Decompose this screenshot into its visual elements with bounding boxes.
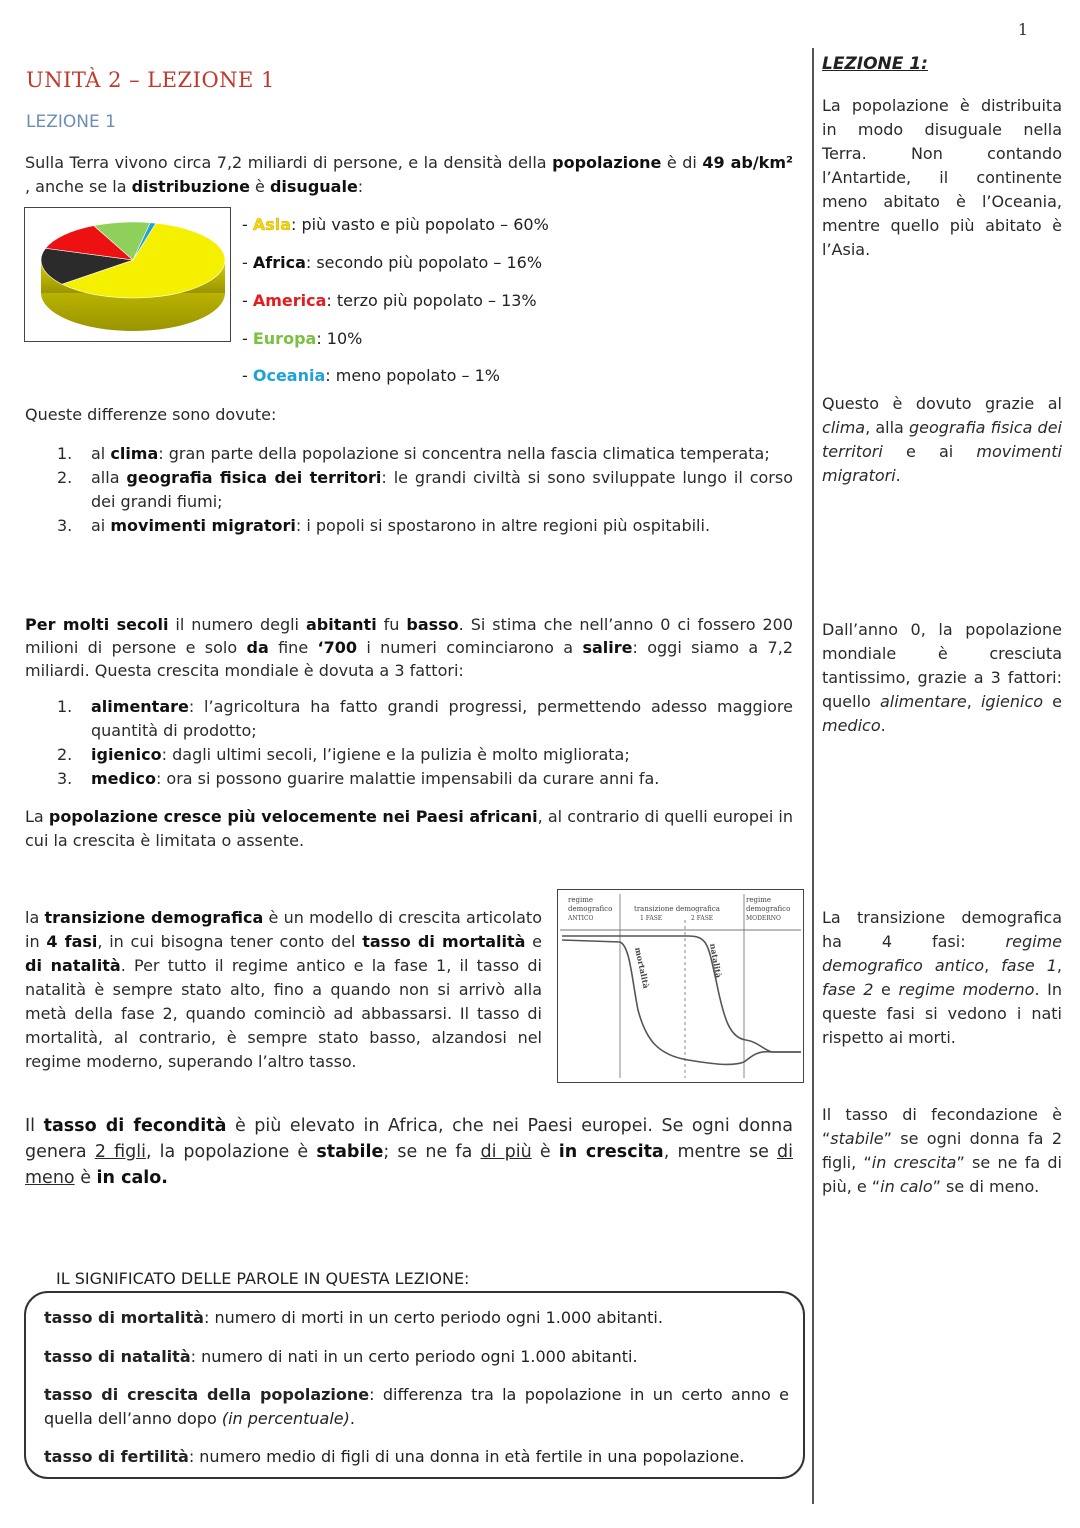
sidebar-note-3: Dall’anno 0, la popolazione mondiale è cresciuta tantissimo, grazie a 3 fattori: quello alimentare, igienico e medico. — [822, 620, 1063, 735]
glossary-item: tasso di mortalità: numero di morti in un certo periodo ogni 1.000 abitanti. — [44, 1308, 663, 1327]
demographic-transition-diagram — [557, 889, 804, 1083]
differences-list — [25, 442, 793, 538]
legend-europa: - Europa: 10% — [242, 329, 363, 348]
col-antico-3: ANTICO — [568, 915, 594, 922]
list-item: 3. ai movimenti migratori: i popoli si spostarono in altre regioni più ospitabili. — [57, 516, 711, 535]
sidebar-note-4: La transizione demografica ha 4 fasi: regime demografico antico, fase 1, fase 2 e regime moderno. In queste fasi si vedono i nati rispetto ai morti. — [822, 908, 1063, 1047]
sidebar-note-1: La popolazione è distribuita in modo disuguale nella Terra. Non contando l’Antartide, il continente meno abitato è l’Oceania, mentre quello più abitato è l’Asia. — [822, 96, 1062, 259]
sidebar-note-5: Il tasso di fecondazione è “stabile” se ogni donna fa 2 figli, “in crescita” se ne fa di più, e “in calo” se di meno. — [822, 1105, 1062, 1196]
mortality-label: mortalità — [633, 946, 652, 990]
glossary-item: tasso di natalità: numero di nati in un certo periodo ogni 1.000 abitanti. — [44, 1347, 638, 1366]
list-item: 3. medico: ora si possono guarire malattie impensabili da curare anni fa. — [57, 769, 660, 788]
sidebar-note-2: Questo è dovuto grazie al clima, alla geografia fisica dei territori e ai movimenti migratori. — [822, 394, 1062, 485]
growth-paragraph: Per molti secoli il numero degli abitanti fu basso. Si stima che nell’anno 0 ci fossero 200 milioni di persone e solo da fine ‘700 i numeri cominciarono a salire: oggi siamo a 7,2 miliardi. Questa crescita mondiale è dovuta a 3 fattori: — [25, 615, 794, 680]
lesson-subtitle: LEZIONE 1 — [26, 112, 116, 132]
glossary-item: tasso di crescita della popolazione: differenza tra la popolazione in un certo anno e quella dell’anno dopo (in percentuale). — [44, 1385, 790, 1428]
differences-lead: Queste differenze sono dovute: — [25, 405, 277, 424]
page-number: 1 — [1017, 20, 1028, 39]
legend-asia: - Asia: più vasto e più popolato – 60% — [242, 215, 549, 234]
intro-paragraph: Sulla Terra vivono circa 7,2 miliardi di persone, e la densità della popolazione è di 49 ab/km² , anche se la distribuzione è disuguale: — [25, 153, 794, 196]
unit-title: UNITÀ 2 – LEZIONE 1 — [26, 68, 275, 92]
mortality-curve — [562, 940, 801, 1064]
natality-curve — [562, 936, 801, 1052]
glossary-heading: IL SIGNIFICATO DELLE PAROLE IN QUESTA LEZIONE: — [56, 1269, 470, 1288]
fertility-paragraph: Il tasso di fecondità è più elevato in Africa, che nei Paesi europei. Se ogni donna genera 2 figli, la popolazione è stabile; se ne fa di più è in crescita, mentre se di meno è in calo. — [25, 1116, 793, 1188]
transition-paragraph: la transizione demografica è un modello di crescita articolato in 4 fasi, in cui bisogna tener conto del tasso di mortalità e di natalità. Per tutto il regime antico e la fase 1, il tasso di natalità è sempre stato alto, fino a quando non si arrivò alla metà della fase 2, quando cominciò ad abbassarsi. Il tasso di mortalità, al contrario, è sempre stato basso, alzandosi nel regime moderno, superando l’altro tasso. — [25, 908, 543, 1071]
population-pie-chart — [24, 207, 231, 342]
col-antico-2: demografico — [568, 905, 613, 913]
pie-slices — [41, 222, 225, 298]
africa-growth-paragraph: La popolazione cresce più velocemente nei Paesi africani, al contrario di quelli europei in cui la crescita è limitata o assente. — [25, 807, 794, 850]
col-moderno-1: regime — [746, 896, 771, 904]
col-fase-2: 2 FASE — [691, 915, 714, 922]
list-item: 2. igienico: dagli ultimi secoli, l’igiene e la pulizia è molto migliorata; — [57, 745, 630, 764]
legend-america: - America: terzo più popolato – 13% — [242, 291, 537, 310]
natality-label: natalità — [708, 942, 724, 979]
pie-svg — [25, 208, 230, 341]
list-item: 1. alimentare: l’agricoltura ha fatto grandi progressi, permettendo adesso maggiore quantità di prodotto; — [57, 697, 793, 740]
col-moderno-2: demografico — [746, 905, 791, 913]
sidebar-title: LEZIONE 1: — [822, 54, 928, 74]
list-item: 2. alla geografia fisica dei territori: le grandi civiltà si sono sviluppate lungo il corso dei grandi fiumi; — [57, 468, 794, 511]
col-transizione: transizione demografica — [634, 905, 720, 913]
glossary-item: tasso di fertilità: numero medio di figli di una donna in età fertile in una popolazione. — [44, 1447, 745, 1466]
col-moderno-3: MODERNO — [746, 915, 781, 922]
legend-oceania: - Oceania: meno popolato – 1% — [242, 366, 500, 385]
col-antico-1: regime — [568, 896, 593, 904]
legend-africa: - Africa: secondo più popolato – 16% — [242, 253, 543, 272]
growth-factors-list — [25, 695, 793, 791]
list-item: 1. al clima: gran parte della popolazione si concentra nella fascia climatica temperata; — [57, 444, 770, 463]
transition-svg — [558, 890, 803, 1082]
col-fase-1: 1 FASE — [640, 915, 663, 922]
column-divider — [812, 48, 814, 1504]
